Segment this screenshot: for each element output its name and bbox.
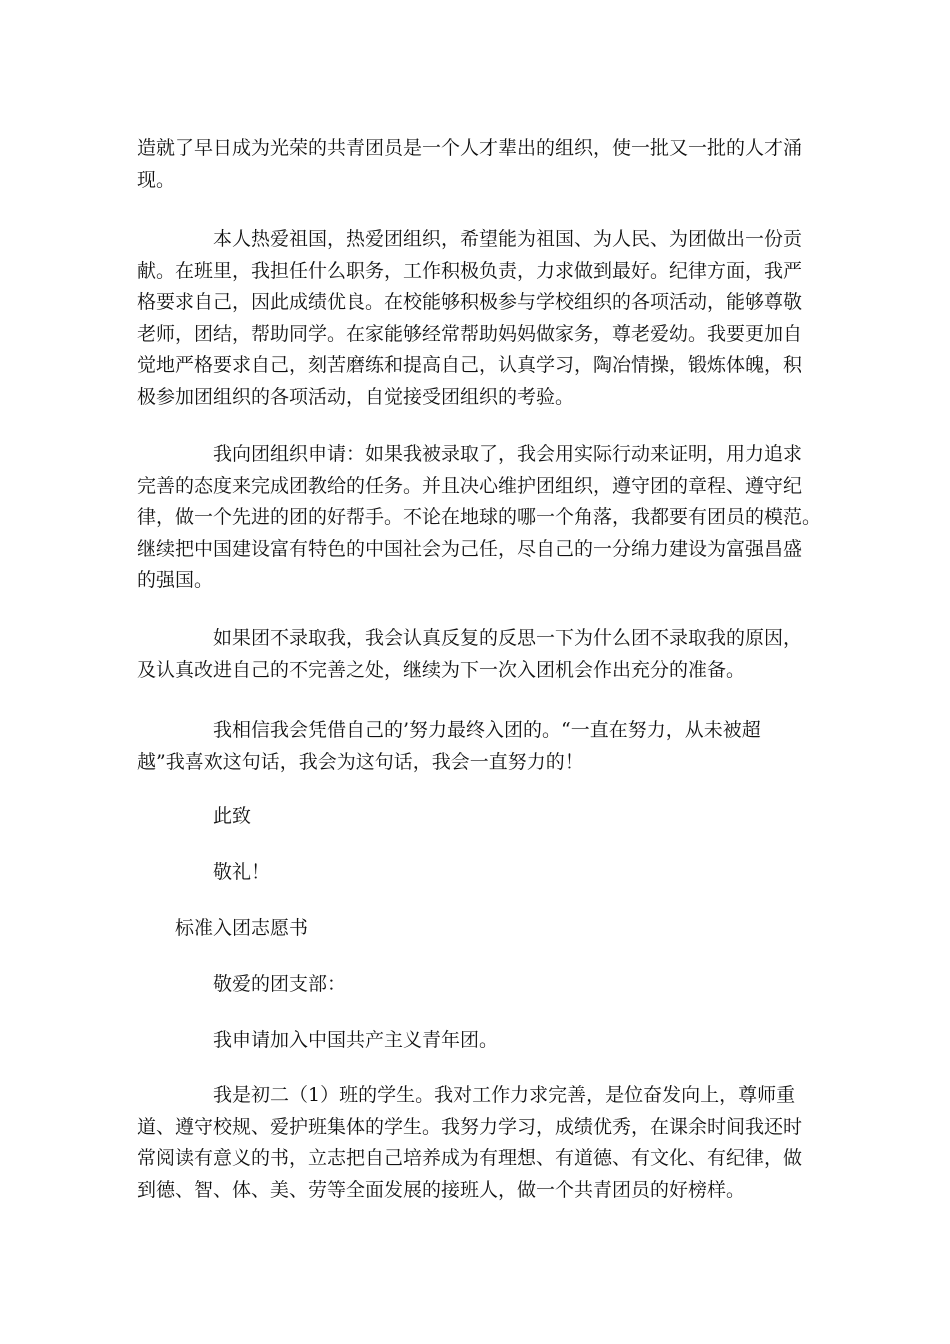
text-line: 极参加团组织的各项活动，自觉接受团组织的考验。 <box>137 385 575 408</box>
section-title <box>175 913 855 945</box>
text-line: 我向团组织申请：如果我被录取了，我会用实际行动来证明，用力追求 <box>213 443 803 465</box>
paragraph-1 <box>137 133 817 196</box>
text-line: 越”我喜欢这句话，我会为这句话，我会一直努力的！ <box>137 750 584 773</box>
text-line: 的强国。 <box>137 569 214 591</box>
text-line: 现。 <box>137 168 176 191</box>
text-line: 老师，团结，帮助同学。在家能够经常帮助妈妈做家务，尊老爱幼。我要更加自 <box>137 322 803 345</box>
text-line: 本人热爱祖国，热爱团组织，希望能为祖国、为人民、为团做出一份贡 <box>213 228 803 250</box>
text-line: 标准入团志愿书 <box>175 917 309 939</box>
text-line: 献。在班里，我担任什么职务，工作积极负责，力求做到最好。纪律方面，我严 <box>137 259 803 282</box>
text-line: 常阅读有意义的书，立志把自己培养成为有理想、有道德、有文化、有纪律，做 <box>137 1147 803 1169</box>
paragraph-5 <box>137 715 817 778</box>
paragraph-2 <box>137 224 817 413</box>
paragraph-4 <box>137 623 817 686</box>
text-line: 敬爱的团支部： <box>213 973 347 995</box>
text-line: 律，做一个先进的团的好帮手。不论在地球的哪一个角落，我都要有团员的模范。 <box>137 506 822 528</box>
paragraph-3 <box>137 439 822 597</box>
closing-regards <box>137 857 817 889</box>
text-line: 我相信我会凭借自己的’努力最终入团的。“一直在努力，从未被超 <box>213 719 761 741</box>
text-line: 格要求自己，因此成绩优良。在校能够积极参与学校组织的各项活动，能够尊敬 <box>137 291 803 313</box>
text-line: 敬礼！ <box>213 861 271 883</box>
text-line: 道、遵守校规、爱护班集体的学生。我努力学习，成绩优秀，在课余时间我还时 <box>137 1115 803 1138</box>
text-line: 此致 <box>213 805 252 827</box>
paragraph-6 <box>137 1080 817 1206</box>
text-line: 造就了早日成为光荣的共青团员是一个人才辈出的组织，使一批又一批的人才涌 <box>137 137 803 159</box>
greeting <box>137 969 817 1001</box>
text-line: 我是初二（1）班的学生。我对工作力求完善，是位奋发向上，尊师重 <box>213 1084 796 1106</box>
text-line: 继续把中国建设富有特色的中国社会为己任，尽自己的一分绵力建设为富强昌盛 <box>137 537 803 560</box>
closing-salutation <box>137 801 817 833</box>
application-statement <box>137 1025 817 1057</box>
text-line: 如果团不录取我，我会认真反复的反思一下为什么团不录取我的原因， <box>213 627 803 649</box>
text-line: 觉地严格要求自己，刻苦磨练和提高自己，认真学习，陶冶情操，锻炼体魄，积 <box>137 354 803 376</box>
text-line: 我申请加入中国共产主义青年团。 <box>213 1029 499 1051</box>
text-line: 到德、智、体、美、劳等全面发展的接班人，做一个共青团员的好榜样。 <box>137 1178 746 1201</box>
text-line: 完善的态度来完成团教给的任务。并且决心维护团组织，遵守团的章程、遵守纪 <box>137 474 803 497</box>
text-line: 及认真改进自己的不完善之处，继续为下一次入团机会作出充分的准备。 <box>137 658 746 681</box>
